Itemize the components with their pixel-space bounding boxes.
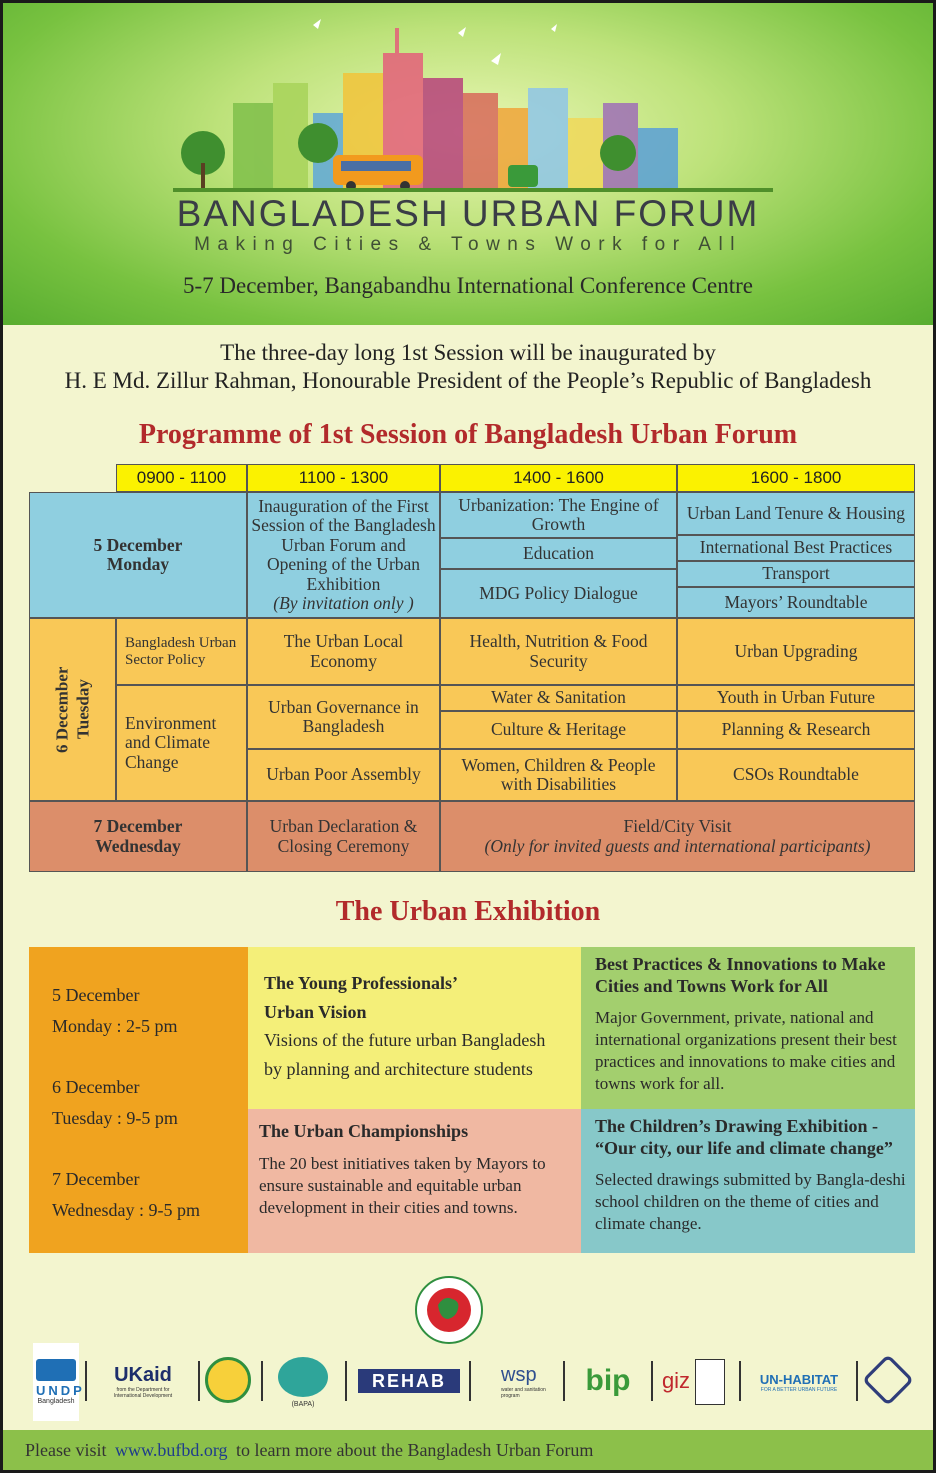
day1-session-mayors: Mayors’ Roundtable xyxy=(677,587,915,618)
urban-championships-box xyxy=(248,1109,581,1253)
undp-logo-text: UNDP xyxy=(36,1383,85,1398)
bapa-logo xyxy=(273,1349,333,1415)
footer-prefix: Please visit xyxy=(25,1440,107,1460)
day1-inauguration-text: Inauguration of the First Session of the Bangladesh Urban Forum and Opening of the Urban Exhibition xyxy=(251,495,436,594)
bapa-palm-icon xyxy=(278,1357,328,1397)
day1-session-urbanization: Urbanization: The Engine of Growth xyxy=(440,492,677,538)
wsp-logo-text: wsp xyxy=(501,1363,537,1386)
day2-session-poor-assembly: Urban Poor Assembly xyxy=(247,749,440,801)
day1-label: 5 December Monday xyxy=(29,492,247,618)
day3-session-declaration: Urban Declaration & Closing Ceremony xyxy=(247,801,440,872)
childrens-drawing-desc: Selected drawings submitted by Bangla-deshi school children on the theme of cities and climate change. xyxy=(595,1170,906,1233)
urban-association-logo-icon xyxy=(205,1357,251,1403)
day2-session-local-economy: The Urban Local Economy xyxy=(247,618,440,685)
exhibition-title: The Urban Exhibition xyxy=(335,896,601,927)
childrens-drawing-title: The Children’s Drawing Exhibition - “Our city, our life and climate change” xyxy=(595,1116,893,1158)
time-slot-4: 1600 - 1800 xyxy=(677,464,915,492)
rehab-logo: REHAB xyxy=(358,1369,460,1393)
day2-session-csos: CSOs Roundtable xyxy=(677,749,915,801)
header-banner xyxy=(3,3,933,325)
day2-session-youth: Youth in Urban Future xyxy=(677,685,915,711)
best-practices-title: Best Practices & Innovations to Make Cities and Towns Work for All xyxy=(595,954,886,996)
day2-session-governance: Urban Governance in Bangladesh xyxy=(247,685,440,749)
ukaid-logo-text: UKaid xyxy=(114,1363,172,1386)
day1-invitation-note: (By invitation only ) xyxy=(273,593,414,613)
day3-field-visit xyxy=(440,801,915,872)
bip-logo: bip xyxy=(585,1364,631,1397)
urban-championships-desc: The 20 best initiatives taken by Mayors to ensure sustainable and equitable urban development in their cities and towns. xyxy=(259,1153,546,1217)
day1-session-land-tenure: Urban Land Tenure & Housing xyxy=(677,492,915,535)
bangladesh-government-emblem-icon xyxy=(410,1275,488,1345)
undp-logo xyxy=(33,1343,85,1421)
young-professionals-desc-2: by planning and architecture students xyxy=(264,1058,533,1079)
urban-championships-title: The Urban Championships xyxy=(259,1121,469,1141)
intro-line-1: The three-day long 1st Session will be inaugurated by xyxy=(220,340,716,365)
ukaid-logo xyxy=(93,1363,193,1399)
day2-session-health: Health, Nutrition & Food Security xyxy=(440,618,677,685)
day2-session-planning: Planning & Research xyxy=(677,711,915,749)
exhibition-dates xyxy=(29,947,248,1253)
forum-tagline: Making Cities & Towns Work for All xyxy=(194,234,742,255)
footer xyxy=(3,1430,933,1470)
exhibition-date-3-day: 7 December xyxy=(52,1169,140,1189)
programme-schedule xyxy=(29,464,915,872)
exhibition-date-1-day: 5 December xyxy=(52,985,140,1005)
best-practices-desc: Major Government, private, national and international organizations present their best practices and innovations to make cities and towns work for all. xyxy=(595,1008,897,1093)
undp-logo-sub: Bangladesh xyxy=(37,1398,75,1405)
day1-session-education: Education xyxy=(440,538,677,569)
wsp-logo-sub: water and sanitation program xyxy=(501,1386,546,1399)
day1-session-transport: Transport xyxy=(677,561,915,587)
bapa-logo-text: (BAPA) xyxy=(291,1400,315,1408)
day3-field-visit-title: Field/City Visit xyxy=(623,816,732,836)
day1-inauguration xyxy=(247,492,440,618)
day2-session-culture: Culture & Heritage xyxy=(440,711,677,749)
day1-session-mdg: MDG Policy Dialogue xyxy=(440,569,677,618)
young-professionals-box xyxy=(248,947,581,1109)
day2-session-water: Water & Sanitation xyxy=(440,685,677,711)
city-skyline-illustration xyxy=(173,13,773,193)
day2-label: 6 December Tuesday xyxy=(29,618,116,801)
day2-session-women: Women, Children & People with Disabilities xyxy=(440,749,677,801)
partner-hexagon-logo-icon xyxy=(862,1354,914,1406)
intro-line-2: H. E Md. Zillur Rahman, Honourable President of the People’s Republic of Bangladesh xyxy=(64,368,872,393)
exhibition-date-1-time: Monday : 2-5 pm xyxy=(52,1016,178,1036)
young-professionals-title-2: Urban Vision xyxy=(264,1001,367,1022)
forum-venue: 5-7 December, Bangabandhu International Conference Centre xyxy=(182,273,753,298)
forum-title: BANGLADESH URBAN FORUM xyxy=(176,193,760,234)
wsp-logo xyxy=(477,1363,555,1399)
intro-text xyxy=(3,339,933,395)
day2-session-upgrading: Urban Upgrading xyxy=(677,618,915,685)
programme-title: Programme of 1st Session of Bangladesh Urban Forum xyxy=(138,419,798,450)
day3-field-visit-note: (Only for invited guests and international participants) xyxy=(484,835,871,856)
ukaid-logo-sub: from the Department for International Development xyxy=(113,1386,173,1399)
time-slot-1: 0900 - 1100 xyxy=(116,464,247,492)
un-habitat-logo xyxy=(749,1367,849,1397)
cooperation-flags-icon xyxy=(695,1359,725,1405)
day1-session-best-practices: International Best Practices xyxy=(677,535,915,561)
footer-suffix: to learn more about the Bangladesh Urban Forum xyxy=(236,1440,594,1460)
time-slot-2: 1100 - 1300 xyxy=(247,464,440,492)
day3-label: 7 December Wednesday xyxy=(29,801,247,872)
day2-track-policy: Bangladesh Urban Sector Policy xyxy=(116,618,247,685)
young-professionals-desc-1: Visions of the future urban Bangladesh xyxy=(264,1030,546,1050)
un-emblem-icon xyxy=(36,1359,76,1381)
footer-url-link[interactable]: www.bufbd.org xyxy=(115,1440,228,1460)
exhibition-date-2-day: 6 December xyxy=(52,1077,140,1097)
best-practices-box xyxy=(581,947,915,1109)
giz-logo: giz xyxy=(661,1368,691,1393)
un-habitat-logo-text: UN-HABITAT xyxy=(759,1371,839,1387)
time-slot-3: 1400 - 1600 xyxy=(440,464,677,492)
exhibition-date-2-time: Tuesday : 9-5 pm xyxy=(52,1108,178,1128)
un-habitat-logo-sub: FOR A BETTER URBAN FUTURE xyxy=(760,1386,838,1393)
exhibition-date-3-time: Wednesday : 9-5 pm xyxy=(52,1200,201,1220)
partner-logos xyxy=(33,1343,913,1423)
childrens-drawing-box xyxy=(581,1109,915,1253)
young-professionals-title-1: The Young Professionals’ xyxy=(264,973,459,993)
day2-track-environment: Environment and Climate Change xyxy=(116,685,247,801)
